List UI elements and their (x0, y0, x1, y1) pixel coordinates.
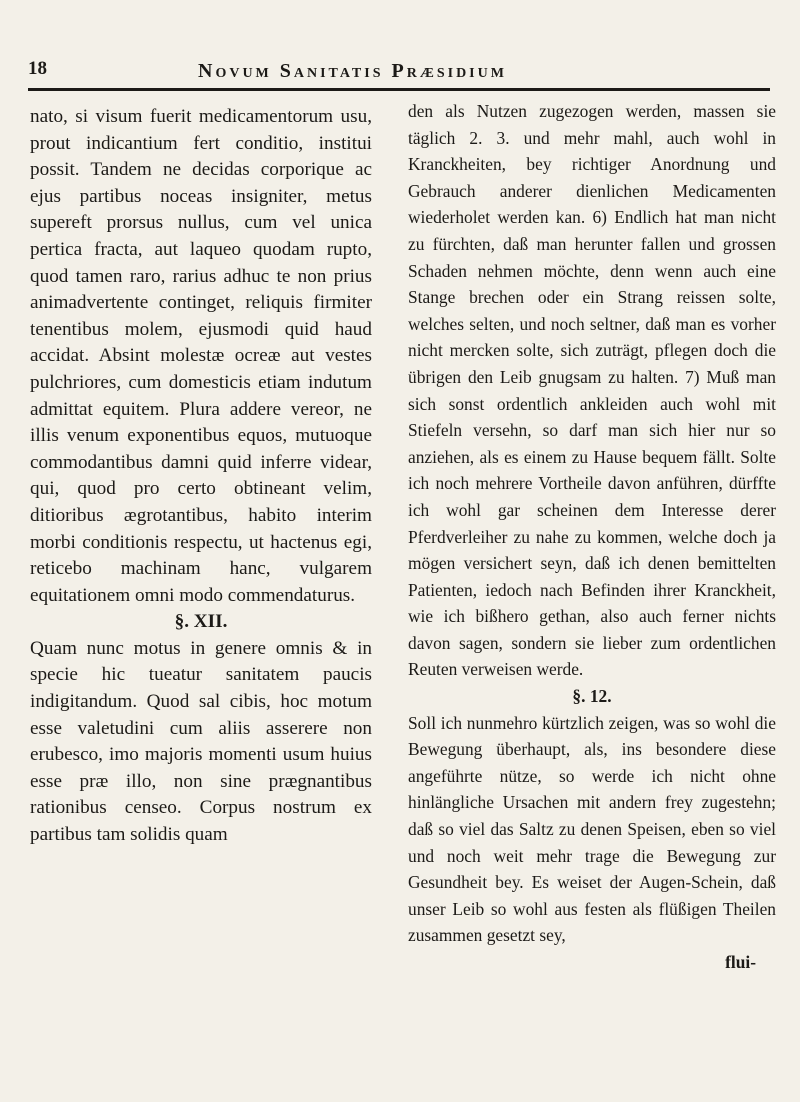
left-column-latin (30, 104, 372, 849)
catchword: flui- (725, 952, 756, 972)
right-column-german (408, 98, 776, 976)
latin-paragraph-1: nato, si visum fuerit medicamentorum usu, prout indicantium fert conditio, institui possit. Tandem ne decidas corporique ac ejus partibus noceas insigniter, metus supereft prorsus nullus, cum vel unica pertica fracta, aut laqueo quodam rupto, quod tamen raro, rarius adhuc te non prius animadvertente continget, reliquis firmiter tenentibus molem, ejusmodi quid haud accidat. Absint molestæ ocreæ aut vestes pulchriores, cum domesticis etiam indutum admittat equitem. Plura addere vereor, ne illis venum exponentibus equos, mutuoque commodantibus damni quid inferre videar, qui, quod pro certo obtineant velim, ditioribus ægrotantibus, habito interim morbi conditionis respectu, ut hactenus egi, reticebo machinam hanc, vulgarem equitationem omni modo commendaturus. (30, 106, 372, 606)
running-head: Novum Sanitatis Præsidium (198, 60, 507, 82)
german-section-heading: §. 12. (572, 686, 612, 707)
header-rule (28, 88, 770, 91)
german-paragraph-2: Soll ich nunmehro kürtzlich zeigen, was so wohl die Bewegung überhaupt, als, ins besondere diese angeführte nütze, so werde ich nicht ohne hinlängliche Ursachen mit andern frey zugestehn; daß so viel das Saltz zu denen Speisen, eben so viel und noch weit mehr trage die Bewegung zur Gesundheit bey. Es weiset der Augen-Schein, daß unser Leib so wohl aus festen als flüßigen Theilen zusammen gesetzt sey, (408, 712, 776, 946)
page-number: 18 (28, 58, 47, 79)
german-paragraph-1: den als Nutzen zugezogen werden, massen sie täglich 2. 3. und mehr mahl, auch wohl in Kranckheiten, bey richtiger Anordnung und Gebrauch anderer dienlichen Medicamenten wiederholet werden kan. 6) Endlich hat man nicht zu fürchten, daß man herunter fallen und grossen Schaden nehmen möchte, denn wenn auch eine Stange brechen oder ein Strang reissen solte, welches selten, und noch seltner, daß man es vorher nicht mercken solte, sich zuträgt, pflegen doch die übrigen den Leib gnugsam zu halten. 7) Muß man sich sonst ordentlich ankleiden auch wohl mit Stiefeln versehn, so darf man sich hier nur so anziehen, als es einem zu Hause bequem fällt. Solte ich noch mehrere Vortheile davon anführen, dürffte ich wohl gar scheinen dem Interesse derer Pferdverleiher zu nahe zu kommen, welche doch ja mögen versichert seyn, daß ich denen bemittelten Patienten, iedoch nach Befinden ihrer Kranckheit, wie ich bißhero gethan, also auch ferner nichts davon sagen, sondern sie lieber zum ordentlichen Reuten verweisen werde. (408, 101, 776, 680)
latin-paragraph-2: Quam nunc motus in genere omnis & in specie hic tueatur sanitatem paucis indigitandum. Quod sal cibis, hoc motum esse valetudini cum aliis asserere non erubesco, imo majoris momenti usum huius esse præ illo, non sine prægnantibus rationibus censeo. Corpus nostrum ex partibus tam solidis quam (30, 637, 372, 846)
latin-section-heading: §. XII. (174, 611, 228, 633)
